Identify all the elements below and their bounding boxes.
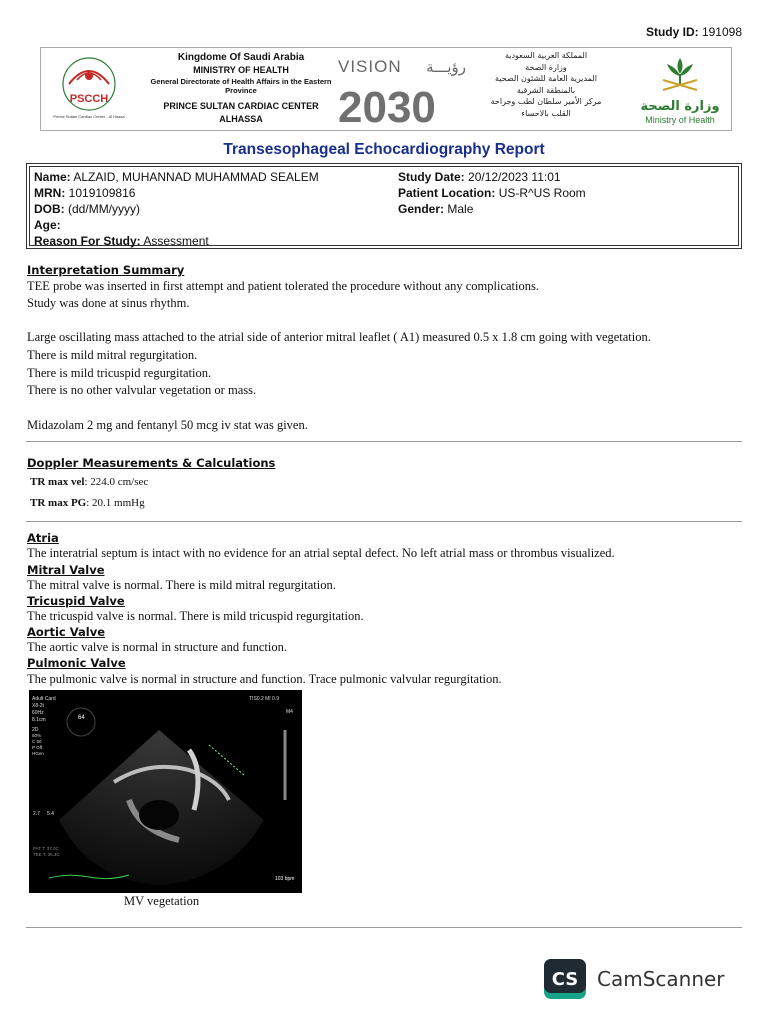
finding-text-mitral: The mitral valve is normal. There is mild mitral regurgitation. [27, 578, 336, 592]
echo-tl-3: 8.1cm [32, 717, 46, 723]
finding-text-pulmonic: The pulmonic valve is normal in structure and function. Trace pulmonic valvular regurgitation. [27, 672, 502, 686]
tr-max-vel-value: 224.0 cm/sec [90, 476, 149, 488]
interpretation-line: There is no other valvular vegetation or mass. [27, 383, 257, 397]
directorate-name: General Directorate of Health Affairs in the Eastern Province [150, 77, 332, 95]
interpretation-line: There is mild tricuspid regurgitation. [27, 366, 212, 380]
pscch-logo-text: PSCCH [69, 93, 109, 105]
study-date-row: Study Date: 20/12/2023 11:01 [398, 170, 561, 184]
camscanner-text: CamScanner [597, 967, 725, 991]
gender-row: Gender: Male [398, 202, 474, 216]
echo-tl-2: 60Hz [32, 710, 44, 716]
echo-mode-2: C 50 [32, 739, 42, 744]
study-id-value: 191098 [701, 25, 742, 39]
vision-2030-logo [336, 52, 476, 128]
echo-pat-temp: PAT T: 37.0C [33, 846, 59, 851]
patient-location: US-R^US Room [498, 186, 586, 200]
moh-ar-text: وزارة الصحة [640, 99, 720, 114]
center-name: PRINCE SULTAN CARDIAC CENTER [163, 101, 319, 111]
tr-max-pg-label: TR max PG [30, 497, 87, 509]
echo-mode-1: 50% [32, 733, 42, 738]
interpretation-heading: Interpretation Summary [27, 263, 185, 277]
vision-ar: رؤيـــة [426, 58, 466, 76]
echo-top-right: TIS0.2 MI 0.9 [249, 696, 280, 702]
ministry-english-header [141, 52, 341, 124]
tr-max-vel-label: TR max vel [30, 476, 85, 488]
interpretation-line: Midazolam 2 mg and fentanyl 50 mcg iv stat was given. [27, 418, 308, 432]
tr-max-pg-value: 20.1 mmHg [92, 497, 145, 509]
report-title: Transesophageal Echocardiography Report [223, 141, 545, 158]
study-id-label: Study ID: [645, 25, 699, 39]
patient-dob: (dd/MM/yyyy) [68, 202, 141, 216]
camscanner-watermark [544, 958, 744, 1000]
ministry-name: MINISTRY OF HEALTH [193, 65, 289, 75]
echo-mode-4: HGen [32, 751, 44, 756]
interpretation-line: TEE probe was inserted in first attempt and patient tolerated the procedure without any complications. [27, 279, 539, 293]
echo-scale-1: 5.4 [47, 811, 54, 817]
ministry-arabic-header [481, 50, 611, 119]
ar-directorate: المديرية العامة للشئون الصحية بالمنطقة الشرقية [495, 74, 597, 95]
tr-max-vel-row: TR max vel: 224.0 cm/sec [30, 476, 149, 488]
echo-image [29, 690, 302, 893]
echo-ultrasound-graphic [29, 690, 302, 893]
kingdom-name: Kingdome Of Saudi Arabia [177, 52, 305, 63]
patient-name-row: Name: ALZAID, MUHANNAD MUHAMMAD SEALEM [34, 170, 319, 184]
camscanner-badge: CS [551, 969, 579, 990]
reason-row: Reason For Study: Assessment [34, 234, 209, 248]
echo-caption: MV vegetation [124, 894, 200, 908]
study-date: 20/12/2023 11:01 [468, 170, 561, 184]
patient-age-row: Age: [34, 218, 61, 232]
finding-text-atria: The interatrial septum is intact with no evidence for an atrial septal defect. No left atrial mass or thrombus visualized. [27, 546, 615, 560]
finding-heading-pulmonic: Pulmonic Valve [27, 656, 126, 670]
echo-scale-0: 2.7 [33, 811, 40, 817]
patient-name: ALZAID, MUHANNAD MUHAMMAD SEALEM [73, 170, 319, 184]
patient-gender: Male [447, 202, 474, 216]
interpretation-line: There is mild mitral regurgitation. [27, 348, 198, 362]
interpretation-line: Large oscillating mass attached to the atrial side of anterior mitral leaflet ( A1) measured 0.5 x 1.8 cm going with vegetation. [27, 330, 651, 344]
reason-for-study: Assessment [143, 234, 209, 248]
echo-mode-3: P Off [32, 745, 43, 750]
tr-max-pg-row: TR max PG: 20.1 mmHg [30, 497, 145, 509]
echo-tl-0: Adult Card [32, 696, 56, 702]
patient-dob-row: DOB: (dd/MM/yyyy) [34, 202, 141, 216]
pscch-logo [47, 54, 147, 124]
patient-info-box [26, 163, 742, 249]
vision-word: VISION [338, 57, 402, 76]
ar-kingdom: المملكة العربية السعودية [504, 51, 588, 60]
echo-angle: 64 [78, 715, 85, 721]
moh-logo [631, 52, 729, 128]
echo-bpm: 103 bpm [275, 876, 295, 882]
divider [26, 441, 742, 442]
ar-ministry: وزارة الصحة [525, 62, 567, 72]
vision-year: 2030 [338, 83, 436, 128]
study-id [646, 25, 742, 39]
patient-mrn-row: MRN: 1019109816 [34, 186, 136, 200]
city-name: ALHASSA [219, 114, 263, 124]
interpretation-line: Study was done at sinus rhythm. [27, 296, 190, 310]
patient-mrn: 1019109816 [68, 186, 136, 200]
finding-heading-atria: Atria [27, 531, 59, 545]
pscch-logo-sub: Prince Sultan Cardiac Center - Al Hassa [53, 114, 125, 119]
header-banner [40, 47, 732, 131]
echo-tl-1: X8-2t [32, 703, 44, 709]
patient-location-row: Patient Location: US-R^US Room [398, 186, 586, 200]
finding-text-aortic: The aortic valve is normal in structure and function. [27, 640, 287, 654]
divider [26, 521, 742, 522]
moh-en-text: Ministry of Health [645, 115, 715, 125]
finding-heading-aortic: Aortic Valve [27, 625, 106, 639]
echo-mode-0: 2D [32, 727, 39, 733]
finding-text-tricuspid: The tricuspid valve is normal. There is mild tricuspid regurgitation. [27, 609, 364, 623]
doppler-heading: Doppler Measurements & Calculations [27, 456, 276, 470]
finding-heading-tricuspid: Tricuspid Valve [27, 594, 125, 608]
finding-heading-mitral: Mitral Valve [27, 563, 105, 577]
ar-center: مركز الأمير سلطان لطب وجراحة القلب بالاحساء [490, 97, 602, 118]
echo-tee-temp: TEE T: 36.3C [33, 852, 60, 857]
divider [26, 927, 742, 928]
echo-m-label: M4 [286, 709, 293, 715]
